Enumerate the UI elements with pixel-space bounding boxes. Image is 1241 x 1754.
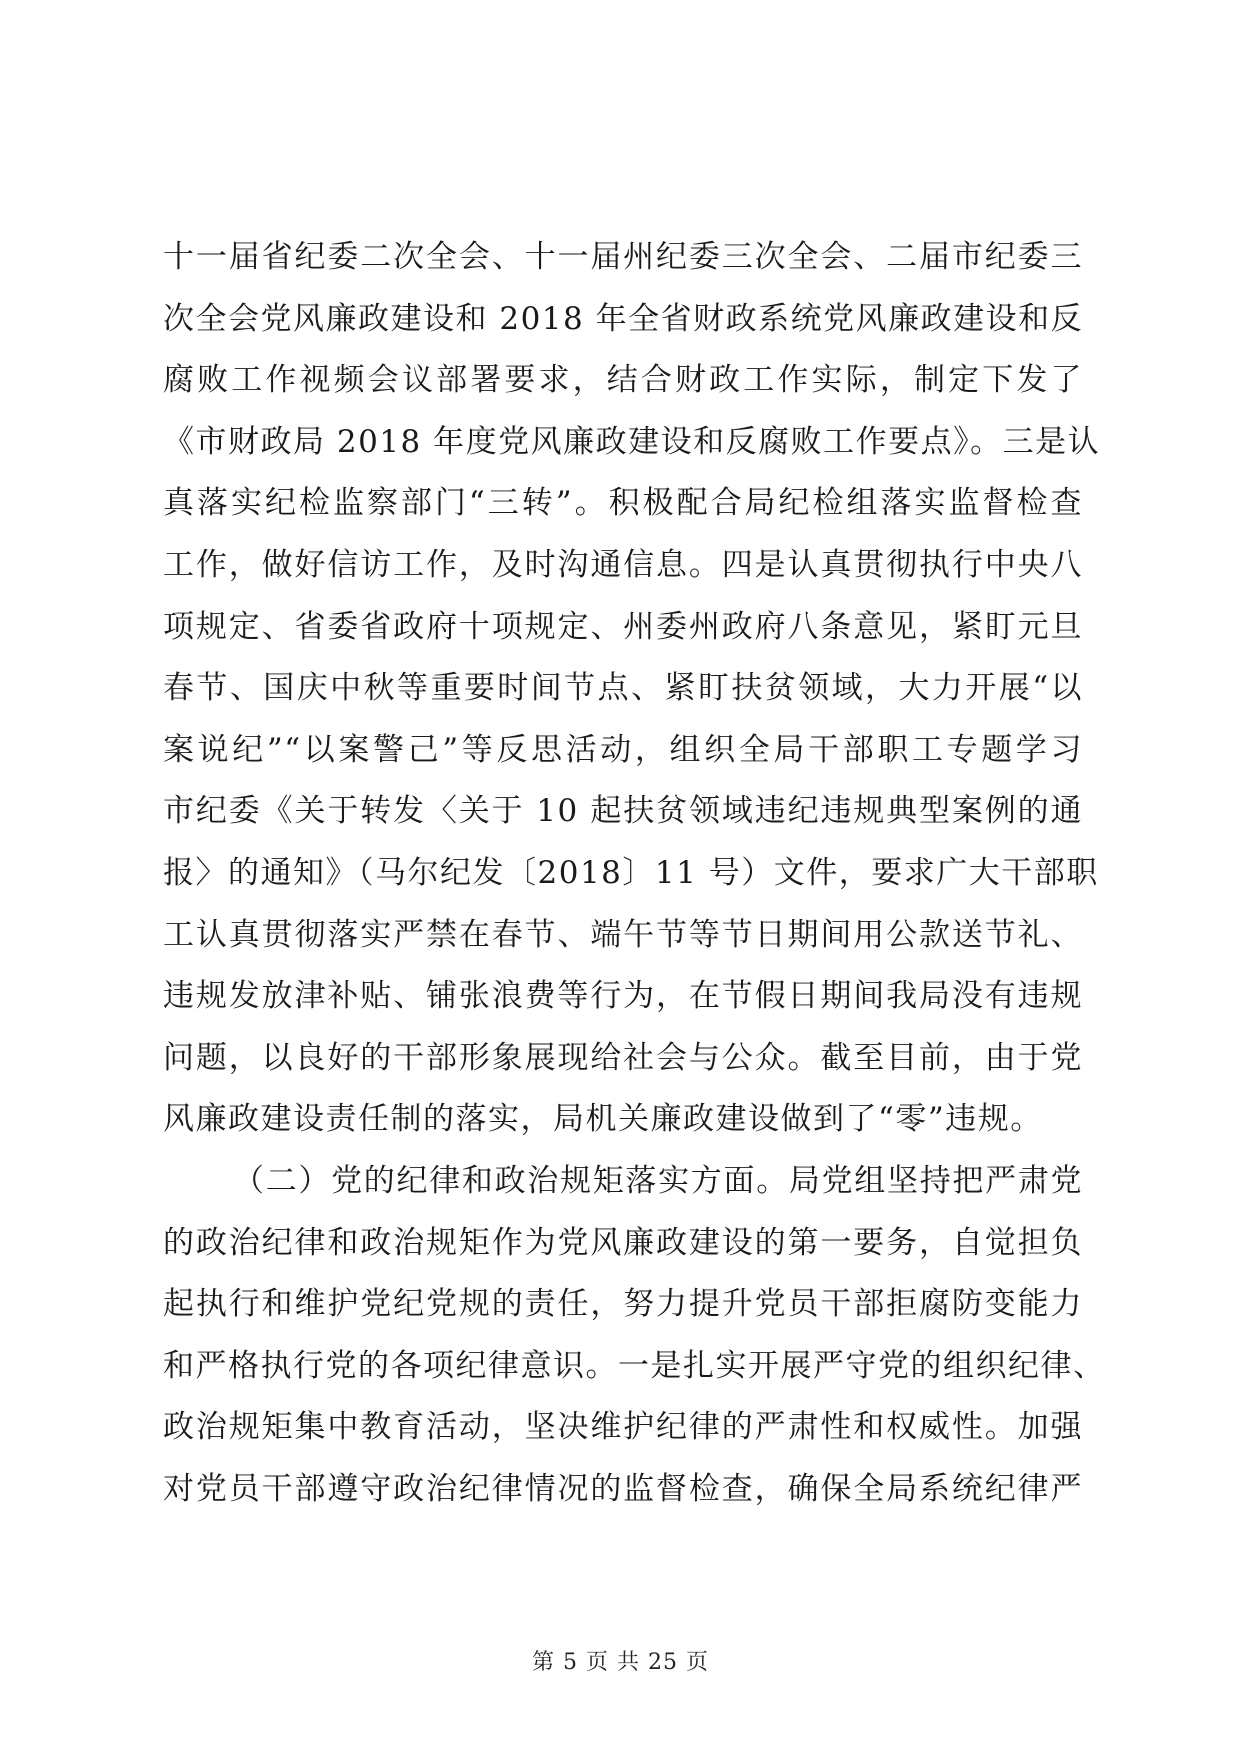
text-line: 《市财政局 2018 年度党风廉政建设和反腐败工作要点》。三是认 bbox=[163, 423, 1101, 460]
text-line: 政治规矩集中教育活动，坚决维护纪律的严肃性和权威性。加强 bbox=[163, 1409, 1083, 1446]
text-line: 问题，以良好的干部形象展现给社会与公众。截至目前，由于党 bbox=[163, 1039, 1083, 1076]
text-line: 和严格执行党的各项纪律意识。一是扎实开展严守党的组织纪律、 bbox=[163, 1347, 1106, 1384]
text-line: 报〉的通知》（马尔纪发〔2018〕11 号）文件，要求广大干部职 bbox=[163, 854, 1099, 891]
text-line: 案说纪”“以案警己”等反思活动，组织全局干部职工专题学习 bbox=[163, 731, 1083, 768]
text-line: 项规定、省委省政府十项规定、州委州政府八条意见，紧盯元旦 bbox=[163, 608, 1083, 645]
text-line: 违规发放津补贴、铺张浪费等行为，在节假日期间我局没有违规 bbox=[163, 978, 1083, 1015]
text-line: 腐败工作视频会议部署要求，结合财政工作实际，制定下发了 bbox=[163, 362, 1083, 399]
text-line: 风廉政建设责任制的落实，局机关廉政建设做到了“零”违规。 bbox=[163, 1101, 1043, 1138]
body-text bbox=[163, 227, 1106, 1520]
text-line: 的政治纪律和政治规矩作为党风廉政建设的第一要务，自觉担负 bbox=[163, 1224, 1083, 1261]
page-number-footer: 第 5 页 共 25 页 bbox=[532, 1650, 709, 1675]
text-line: 对党员干部遵守政治纪律情况的监督检查，确保全局系统纪律严 bbox=[163, 1470, 1083, 1507]
text-line: 工认真贯彻落实严禁在春节、端午节等节日期间用公款送节礼、 bbox=[163, 916, 1083, 953]
text-line: 市纪委《关于转发〈关于 10 起扶贫领域违纪违规典型案例的通 bbox=[163, 793, 1083, 830]
text-line: 工作，做好信访工作，及时沟通信息。四是认真贯彻执行中央八 bbox=[163, 546, 1083, 583]
section-heading-line: （二）党的纪律和政治规矩落实方面。局党组坚持把严肃党 bbox=[233, 1162, 1083, 1199]
text-line: 次全会党风廉政建设和 2018 年全省财政系统党风廉政建设和反 bbox=[163, 300, 1084, 337]
text-line: 起执行和维护党纪党规的责任，努力提升党员干部拒腐防变能力 bbox=[163, 1286, 1083, 1323]
text-line: 十一届省纪委二次全会、十一届州纪委三次全会、二届市纪委三 bbox=[163, 239, 1083, 275]
text-line: 春节、国庆中秋等重要时间节点、紧盯扶贫领域，大力开展“以 bbox=[163, 670, 1083, 707]
text-line: 真落实纪检监察部门“三转”。积极配合局纪检组落实监督检查 bbox=[163, 485, 1083, 522]
